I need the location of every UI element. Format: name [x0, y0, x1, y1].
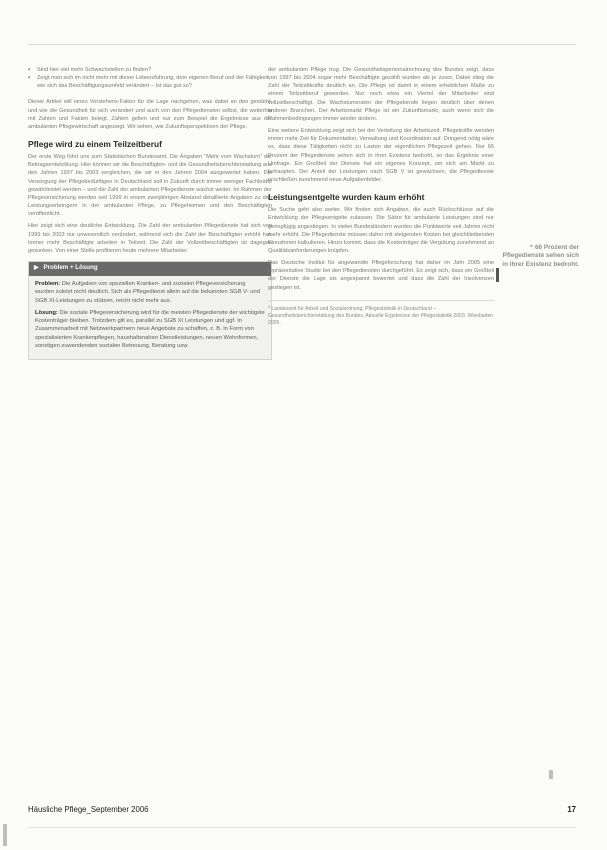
paragraph: Hier zeigt sich eine deutliche Entwicklung. Die Zahl der ambulanten Pflegedienste hat sich von 1999 bis 2003 nur unwesentlich verändert, während sich die Zahl der Beschäftigten erhöht hat. Immer mehr Beschäftigte arbeiten in Teilzeit. Die Zahl der Vollzeitbeschäftigten ist dagegen gesunken. Von einer Stelle profitieren heute mehrere Mitarbeiter.	[28, 223, 272, 254]
quote-mark-icon: ❝	[529, 244, 533, 251]
box-header	[29, 262, 271, 276]
magazine-name: Häusliche Pflege_September 2006	[28, 805, 149, 814]
section-heading: Leistungsentgelte wurden kaum erhöht	[268, 192, 425, 203]
paragraph: Eine weitere Entwicklung zeigt sich bei der Verteilung der Arbeitszeit. Pflegekräfte wenden immer mehr Zeit für Dokumentation, Verwaltung und Koordination auf. Dringend nötig wäre es, dass diese Tätigkeiten nicht zu Lasten der eigentlichen Pflegezeit gehen. Nur 66 Prozent der Pflegedienste sehen sich in ihrer Existenz bedroht, so das Ergebnis einer Umfrage. Ein Großteil der Dienste hat ein eigenes Konzept, um sich am Markt zu behaupten. Der Anteil der Leistungen nach SGB V ist gewachsen, die Pflegedienste erschließen zunehmend neue Aufgabenfelder.	[268, 128, 494, 184]
margin-marker	[549, 770, 553, 779]
paragraph: Die Suche geht also weiter. Wir finden sich Angaben, die auch Rückschlüsse auf die Entwicklung der Pflegeentgelte zulassen. Die Sätze für ambulante Leistungen sind nur geringfügig angestiegen. In vielen Bundesländern wurden die Punktwerte seit Jahren nicht mehr erhöht. Die Pflegedienste müssen daher mit steigenden Kosten bei gleichbleibenden Einnahmen kalkulieren. Hinzu kommt, dass die Kostenträger die Vergütung zunehmend an Qualitätsanforderungen knüpfen.	[268, 207, 494, 254]
crop-mark	[3, 824, 7, 846]
page-footer	[28, 805, 576, 817]
paragraph: Dieser Artikel will einen Verstehens-Faktor für die Lage nachgehen, was dabei an den gestärkt, und wie die Gesundheit für sich verändert und auch von den Pflegediensten selbst, die weiterhin mit Zahlen und Fakten belegt. Zahlen gelten und nur zum Beispiel die Ergebnisse aus der ambulanten Pflegewirtschaft angezeigt. Wir sehen, wie Zukunftsperspektiven der Pflege.	[28, 99, 272, 130]
problem-solution-box	[28, 261, 272, 360]
footer-rule	[28, 827, 576, 828]
box-title: Problem + Lösung	[43, 263, 98, 271]
top-rule	[28, 44, 576, 45]
problem-text: Problem: Die Aufgaben von speziellen Kranken- und sozialen Pflegeversicherung wurden zuletzt nicht deutlich. Sich als Pflegedienst allein auf die bekannten SGB V- und SGB XI-Leistungen zu stützen, reicht nicht mehr aus.	[35, 280, 260, 304]
list-item: ▪ Sind hier viel mehr Schwachstellen zu finden?	[28, 66, 272, 74]
solution-label: Lösung:	[35, 309, 58, 316]
page-number: 17	[567, 805, 576, 814]
paragraph: der ambulanten Pflege trug. Die Gesundheitspersonalrechnung des Bundes zeigt, dass von 1997 bis 2004 sogar mehr Beschäftigte gezählt wurden als je zuvor. Dabei stieg die Zahl der Teilzeitkräfte deutlich an. Die Pflege ist damit in einem erheblichen Maße zu einem Teilzeitberuf geworden. Nur noch etwa ein Viertel der Mitarbeiter sind vollzeitbeschäftigt. Die Wachstumsraten der Pflegeberufe liegen deutlich über denen anderer Branchen. Der Arbeitsmarkt Pflege ist ein Zukunftsmarkt, auch wenn sich die Rahmenbedingungen immer wieder ändern.	[268, 67, 494, 122]
list-item: ▪ Zeigt man sich im nicht mehr mit dieser Lebensführung, dem eigenen Beruf und der Fähigkeit, wie sich das Beschäftigungsumfeld verändert – Ist das gut so?	[28, 74, 272, 90]
problem-label: Problem:	[35, 280, 61, 287]
triangle-right-icon: ▶	[34, 263, 39, 271]
paragraph: Der erste Weg führt uns zum Statistischen Bundesamt. Die Angaben "Mehr vom Wachstum" der Beitragsentwicklung. Hier können wir die Beschäftigten- und die Gesundheitsberichterstattung aus den Jahren 1997 bis 2003 vergleichen, die wir in den Jahren 2004 ausgewertet haben. Die Versorgung der Pflegebedürftigen in Deutschland soll in Zukunft durch immer weniger Fachkräfte gewährleistet werden – und die Zahl der ambulanten Pflegedienste wächst weiter. Im Rahmen der Pflegeversicherung werden seit 1999 in einem zweijährigen Abstand detaillierte Angaben zu den Leistungserbringern in der ambulanten Pflege, zu Pflegeheimen und den Beschäftigten veröffentlicht.	[28, 154, 272, 218]
solution-text: Lösung: Die soziale Pflegeversicherung wird für die meisten Pflegedienste der wichtigste Kostenträger bleiben. Trotzdem gilt es, parallel zu SGB XI Leistungen und ggf. in Zusammenarbeit mit Netzwerkpartnern neue Angebote zu schaffen, z. B. in Form von spezialisierten Krankenpflegen, haushaltsnahen Dienstleistungen, neuen Wohnformen, sonstigen zuwendenden sozialen Betreuung, Beratung usw.	[35, 309, 265, 350]
left-column	[28, 66, 272, 360]
footnote: * Landesamt für Arbeit und Sozialordnung, Pflegestatistik in Deutschland – Gesundheitsberichterstattung des Bundes. Aktuelle Ergebnisse der Pflegestatistik 2003. Wiesbaden 2005.	[268, 300, 494, 328]
bullet-list	[28, 66, 272, 90]
section-heading: Pflege wird zu einem Teilzeitberuf	[28, 139, 162, 150]
pullquote: ❝ 66 Prozent der Pflegedienste sehen sich in ihrer Existenz bedroht.	[502, 244, 579, 268]
right-column	[268, 66, 494, 327]
paragraph: Das Deutsche Institut für angewandte Pflegeforschung hat daher im Jahr 2005 eine repräsentative Studie bei den Pflegediensten durchgeführt. Es zeigt sich, dass ein Großteil der Dienste die Lage als angespannt bewertet und dass die Zahl der Insolvenzen gestiegen ist.	[268, 260, 494, 291]
box-body	[29, 276, 271, 359]
pullquote-bar	[496, 268, 499, 282]
